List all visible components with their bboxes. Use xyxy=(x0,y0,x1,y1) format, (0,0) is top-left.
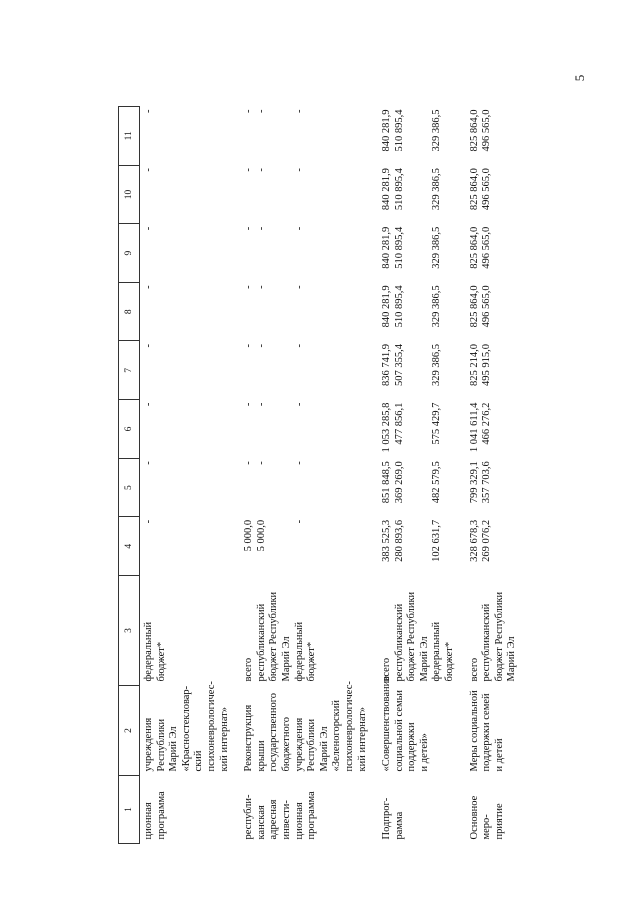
value-cell: - xyxy=(143,461,154,465)
value-cell: 825 214,0 495 915,0 xyxy=(468,344,493,386)
value-cell: - - - xyxy=(243,285,305,289)
funding-source-cell: всего республиканский бюджет Республики Марий Эл xyxy=(468,591,518,682)
value-cell: - - - xyxy=(243,344,305,348)
column-header: 4 xyxy=(119,517,140,576)
column-header: 8 xyxy=(119,282,140,341)
column-header: 11 xyxy=(119,107,140,166)
value-cell: - xyxy=(143,402,154,407)
value-cell: 1 053 285,8 477 856,1 575 429,7 xyxy=(381,402,443,453)
column-header: 3 xyxy=(119,576,140,686)
column-header: 2 xyxy=(119,686,140,776)
value-cell: - xyxy=(143,344,154,348)
program-name-cell: Реконструкция крыши государственного бюджетного учреждения Республики Марий Эл «Зеленогорский психоневрологичес- кий интернат» xyxy=(243,681,368,772)
value-cell: 836 741,9 507 355,4 329 386,5 xyxy=(381,344,443,386)
value-cell: - xyxy=(143,168,154,172)
program-type-cell: Подпрог- рамма xyxy=(381,797,405,840)
value-cell: - - - xyxy=(243,402,305,407)
value-cell: - - - xyxy=(243,461,305,465)
value-cell: 840 281,9 510 895,4 329 386,5 xyxy=(381,109,443,152)
value-cell: - - - xyxy=(243,109,305,113)
value-cell: 825 864,0 496 565,0 xyxy=(468,226,493,269)
table-row xyxy=(375,107,463,844)
value-cell: - - - xyxy=(243,168,305,172)
value-cell: - xyxy=(143,109,154,113)
value-cell: 851 848,5 369 269,0 482 579,5 xyxy=(381,461,443,504)
funding-source-cell: федеральный бюджет* xyxy=(143,621,167,682)
program-type-cell: Основное меро- приятие xyxy=(468,795,505,840)
program-name-cell: Меры социальной поддержки семей и детей xyxy=(468,690,505,772)
value-cell: - xyxy=(143,519,154,524)
table-row xyxy=(140,107,238,844)
program-name-cell: «Совершенствование социальной семьи поддержки и детей» xyxy=(381,676,430,772)
value-cell: 840 281,9 510 895,4 329 386,5 xyxy=(381,168,443,211)
program-name-cell: учреждения Республики Марий Эл «Красностекловар- ский психоневрологичес- кий интернат» xyxy=(143,681,230,772)
rotated-table-container xyxy=(118,107,628,844)
column-header: 1 xyxy=(119,776,140,844)
value-cell: - xyxy=(143,285,154,289)
column-header: 10 xyxy=(119,165,140,224)
value-cell: 1 041 611,4 466 276,2 xyxy=(468,402,493,453)
table-row xyxy=(463,107,525,844)
column-header: 7 xyxy=(119,341,140,400)
value-cell: - - - xyxy=(243,226,305,231)
funding-source-cell: всего республиканский бюджет Республики Марий Эл федеральный бюджет* xyxy=(381,591,456,682)
value-cell: 840 281,9 510 895,4 329 386,5 xyxy=(381,226,443,269)
budget-table xyxy=(118,106,525,844)
value-cell: 328 678,3 269 076,2 xyxy=(468,519,493,562)
value-cell: 5 000,0 5 000,0 - xyxy=(243,519,305,552)
value-cell: 383 525,3 280 893,6 102 631,7 xyxy=(381,519,443,562)
page-number: 5 xyxy=(572,74,587,82)
program-type-cell: республи- канская адресная инвести- ционная программа xyxy=(243,791,318,840)
column-header: 9 xyxy=(119,224,140,283)
funding-source-cell: всего республиканский бюджет Республики Марий Эл федеральный бюджет* xyxy=(243,591,318,682)
value-cell: 799 329,1 357 703,6 xyxy=(468,461,493,504)
table-row xyxy=(237,107,375,844)
value-cell: 840 281,9 510 895,4 329 386,5 xyxy=(381,285,443,328)
program-type-cell: ционная программа xyxy=(143,791,167,840)
column-header: 6 xyxy=(119,400,140,459)
value-cell: 825 864,0 496 565,0 xyxy=(468,109,493,152)
column-number-row xyxy=(119,107,140,844)
value-cell: 825 864,0 496 565,0 xyxy=(468,168,493,211)
value-cell: - xyxy=(143,226,154,231)
column-header: 5 xyxy=(119,458,140,517)
value-cell: 825 864,0 496 565,0 xyxy=(468,285,493,328)
